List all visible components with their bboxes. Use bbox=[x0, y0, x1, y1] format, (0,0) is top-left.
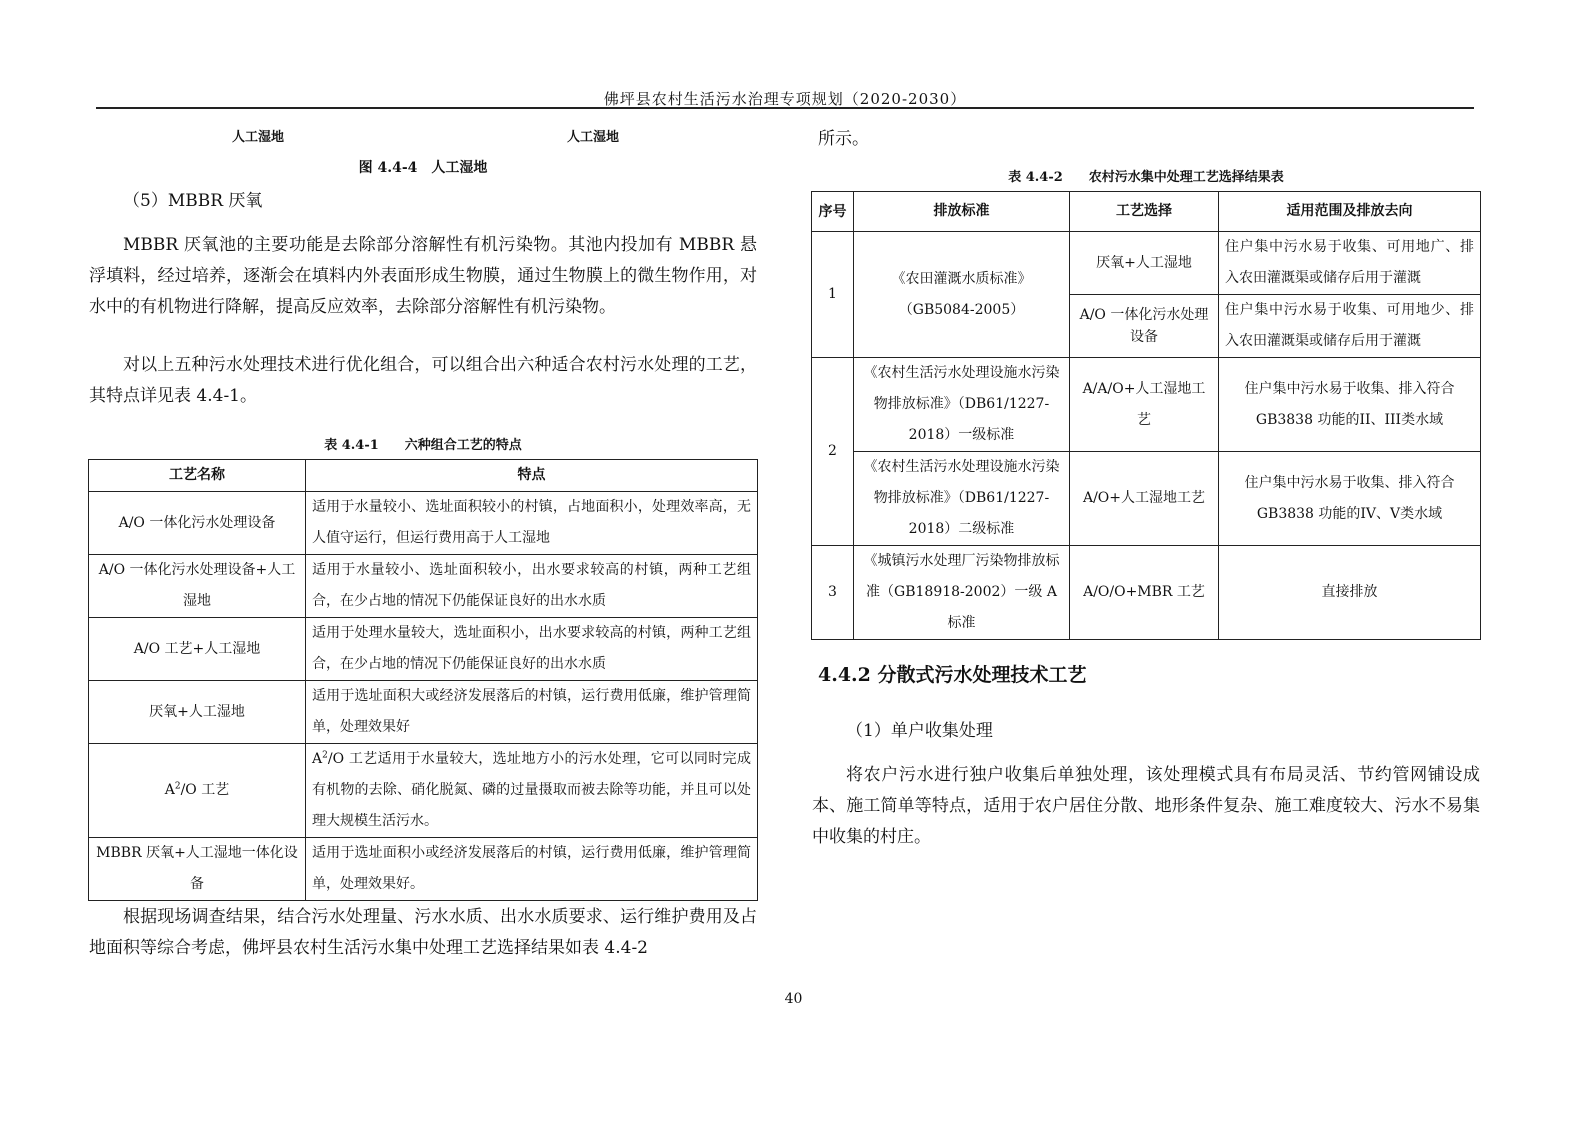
table2-cell-no: 3 bbox=[812, 546, 854, 640]
paragraph-mbbr: MBBR 厌氧池的主要功能是去除部分溶解性有机污染物。其池内投加有 MBBR 悬浮填料，经过培养，逐渐会在填料内外表面形成生物膜，通过生物膜上的微生物作用，对水中的有机物进行降解，提高反应效率，去除部分溶解性有机污染物。 bbox=[89, 235, 757, 317]
table-process-selection bbox=[811, 191, 1481, 640]
table2-cell-process: A/O+人工湿地工艺 bbox=[1070, 452, 1219, 546]
table1-cell-name bbox=[89, 744, 306, 838]
paragraph-single-household: 将农户污水进行独户收集后单独处理，该处理模式具有布局灵活、节约管网铺设成本、施工简单等特点，适用于农户居住分散、地形条件复杂、施工难度较大、污水不易集中收集的村庄。 bbox=[812, 765, 1480, 847]
table-row bbox=[89, 744, 758, 838]
table1-cell-name: 厌氧+人工湿地 bbox=[89, 681, 306, 744]
figure-caption: 图 4.4-4 人工湿地 bbox=[358, 160, 488, 176]
a2o-prefix: A bbox=[164, 782, 175, 798]
table1-cell-feature: 适用于水量较小、选址面积较小，出水要求较高的村镇，两种工艺组合，在少占地的情况下仍能保证良好的出水水质 bbox=[306, 555, 758, 618]
table-process-features bbox=[88, 459, 758, 901]
a2o-feature-sup: 2 bbox=[322, 750, 328, 761]
table1-cell-feature: 适用于处理水量较大，选址面积小，出水要求较高的村镇，两种工艺组合，在少占地的情况下仍能保证良好的出水水质 bbox=[306, 618, 758, 681]
table2-cell-standard: 《农村生活污水处理设施水污染物排放标准》（DB61/1227-2018）二级标准 bbox=[854, 452, 1070, 546]
section-heading-442: 4.4.2 分散式污水处理技术工艺 bbox=[818, 664, 1087, 686]
table2-cell-scope: 住户集中污水易于收集、可用地少、排入农田灌溉渠或储存后用于灌溉 bbox=[1219, 295, 1481, 358]
table2-cell-scope: 住户集中污水易于收集、可用地广、排入农田灌溉渠或储存后用于灌溉 bbox=[1219, 232, 1481, 295]
a2o-feature-prefix: A bbox=[312, 751, 323, 767]
a2o-sup: 2 bbox=[174, 781, 181, 792]
a2o-suffix: /O 工艺 bbox=[180, 782, 230, 798]
table1-cell-feature bbox=[306, 744, 758, 838]
table1-cell-feature: 适用于水量较小、选址面积较小的村镇，占地面积小，处理效率高，无人值守运行，但运行费用高于人工湿地 bbox=[306, 492, 758, 555]
table-row bbox=[812, 546, 1481, 640]
table2-cell-standard: 《农村生活污水处理设施水污染物排放标准》（DB61/1227-2018）一级标准 bbox=[854, 358, 1070, 452]
table2-cell-process: A/O/O+MBR 工艺 bbox=[1070, 546, 1219, 640]
table2-header-scope: 适用范围及排放去向 bbox=[1219, 192, 1481, 232]
table-row bbox=[89, 618, 758, 681]
figure-label-right: 人工湿地 bbox=[567, 130, 620, 145]
table-row bbox=[812, 452, 1481, 546]
table1-cell-name: MBBR 厌氧+人工湿地一体化设备 bbox=[89, 838, 306, 901]
table-row bbox=[89, 838, 758, 901]
table2-cell-standard: 《农田灌溉水质标准》（GB5084-2005） bbox=[854, 232, 1070, 358]
paragraph-continuation: 所示。 bbox=[818, 129, 869, 149]
table1-cell-name: A/O 一体化污水处理设备 bbox=[89, 492, 306, 555]
table1-cell-feature: 适用于选址面积小或经济发展落后的村镇，运行费用低廉，维护管理简单，处理效果好。 bbox=[306, 838, 758, 901]
table2-cell-scope: 住户集中污水易于收集、排入符合 GB3838 功能的IV、V类水域 bbox=[1219, 452, 1481, 546]
table-row bbox=[812, 232, 1481, 295]
table1-cell-name: A/O 一体化污水处理设备+人工湿地 bbox=[89, 555, 306, 618]
table-row bbox=[89, 492, 758, 555]
table2-cell-process: 厌氧+人工湿地 bbox=[1070, 232, 1219, 295]
table1-header-feature: 特点 bbox=[306, 460, 758, 492]
page-number: 40 bbox=[784, 991, 803, 1007]
page-header-title: 佛坪县农村生活污水治理专项规划（2020-2030） bbox=[603, 90, 967, 108]
table-row bbox=[89, 681, 758, 744]
table2-cell-process: A/O 一体化污水处理设备 bbox=[1070, 295, 1219, 358]
table1-cell-name: A/O 工艺+人工湿地 bbox=[89, 618, 306, 681]
section-heading-mbbr: （5）MBBR 厌氧 bbox=[123, 191, 263, 211]
a2o-feature-suffix: /O 工艺适用于水量较大，选址地方小的污水处理，它可以同时完成有机物的去除、硝化脱氮、磷的过量摄取而被去除等功能，并且可以处理大规模生活污水。 bbox=[312, 751, 751, 829]
paragraph-selection-result: 根据现场调查结果，结合污水处理量、污水水质、出水水质要求、运行维护费用及占地面积等综合考虑，佛坪县农村生活污水集中处理工艺选择结果如表 4.4-2 bbox=[89, 907, 757, 958]
paragraph-combination: 对以上五种污水处理技术进行优化组合，可以组合出六种适合农村污水处理的工艺，其特点详见表 4.4-1。 bbox=[89, 355, 757, 406]
figure-label-left: 人工湿地 bbox=[232, 130, 285, 145]
table2-header-process: 工艺选择 bbox=[1070, 192, 1219, 232]
table1-cell-feature: 适用于选址面积大或经济发展落后的村镇，运行费用低廉，维护管理简单，处理效果好 bbox=[306, 681, 758, 744]
header-divider bbox=[96, 107, 1474, 109]
table2-cell-process: A/A/O+人工湿地工艺 bbox=[1070, 358, 1219, 452]
table1-header-name: 工艺名称 bbox=[89, 460, 306, 492]
table2-header-no: 序号 bbox=[812, 192, 854, 232]
table2-cell-scope: 直接排放 bbox=[1219, 546, 1481, 640]
table2-cell-scope: 住户集中污水易于收集、排入符合 GB3838 功能的II、III类水域 bbox=[1219, 358, 1481, 452]
table-row bbox=[89, 555, 758, 618]
table2-cell-no: 2 bbox=[812, 358, 854, 546]
table2-caption: 表 4.4-2 农村污水集中处理工艺选择结果表 bbox=[1008, 170, 1284, 185]
table2-cell-no: 1 bbox=[812, 232, 854, 358]
table2-header-standard: 排放标准 bbox=[854, 192, 1070, 232]
table1-caption: 表 4.4-1 六种组合工艺的特点 bbox=[324, 438, 522, 453]
table2-cell-standard: 《城镇污水处理厂污染物排放标准（GB18918-2002）一级 A 标准 bbox=[854, 546, 1070, 640]
subsection-heading-single-household: （1）单户收集处理 bbox=[846, 721, 993, 741]
table-row bbox=[812, 358, 1481, 452]
